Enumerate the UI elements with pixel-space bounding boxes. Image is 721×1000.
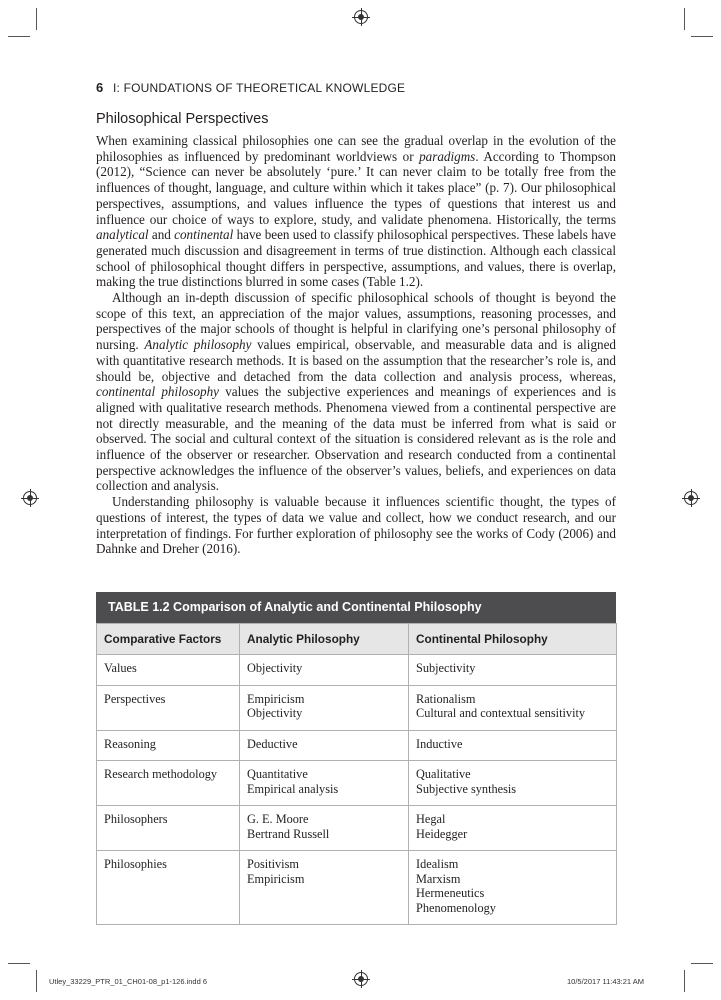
table-cell — [97, 761, 240, 806]
table-grid — [96, 623, 617, 925]
crop-mark-top-left-horizontal — [8, 36, 30, 37]
italic-term: continental philosophy — [96, 384, 219, 400]
table-cell — [97, 730, 240, 761]
table-cell — [240, 655, 409, 686]
italic-term: continental — [174, 227, 234, 243]
cell-line: Hermeneutics — [416, 886, 485, 900]
crop-mark-bottom-right-horizontal — [691, 963, 713, 964]
cell-line: Positivism — [247, 857, 299, 871]
table-cell — [240, 806, 409, 851]
table-title: TABLE 1.2 Comparison of Analytic and Continental Philosophy — [96, 592, 616, 623]
registration-mark-top-icon — [354, 10, 368, 24]
cell-line: Values — [104, 661, 137, 675]
cell-line: Objectivity — [247, 661, 303, 675]
table-cell — [97, 851, 240, 925]
cell-line: Qualitative — [416, 767, 471, 781]
table-body — [97, 655, 617, 925]
registration-mark-bottom-icon — [354, 972, 368, 986]
table-cell — [409, 806, 617, 851]
cell-line: Philosophers — [104, 812, 168, 826]
crop-mark-bottom-right-vertical — [684, 970, 685, 992]
cell-line: Deductive — [247, 736, 298, 751]
table-row — [97, 851, 617, 925]
paragraph — [96, 494, 616, 557]
crop-mark-bottom-left-vertical — [36, 970, 37, 992]
table-cell — [409, 685, 617, 730]
page-number: 6 — [96, 80, 104, 95]
table-cell — [240, 730, 409, 761]
cell-line: Empiricism — [247, 871, 305, 886]
cell-line: G. E. Moore — [247, 812, 309, 826]
crop-mark-top-right-horizontal — [691, 36, 713, 37]
cell-line: Subjective synthesis — [416, 781, 517, 796]
running-head — [96, 80, 405, 95]
text-run: values empirical, observable, and measurable data and is aligned with quantitative research methods. It is based on the assumption that the researcher’s role is, and should be, objective and detached from the data collection and analysis process, whereas, — [96, 337, 617, 384]
paragraph — [96, 133, 616, 290]
cell-line: Research methodology — [104, 767, 218, 781]
cell-line: Marxism — [416, 871, 461, 886]
table-row — [97, 806, 617, 851]
table-cell — [409, 761, 617, 806]
cell-line: Rationalism — [416, 691, 476, 706]
table-header-row — [97, 624, 617, 655]
cell-line: Inductive — [416, 736, 463, 751]
crop-mark-bottom-left-horizontal — [8, 963, 30, 964]
registration-mark-left-icon — [23, 491, 37, 505]
italic-term: analytical — [96, 227, 149, 243]
table-cell — [240, 761, 409, 806]
section-heading: Philosophical Perspectives — [96, 111, 269, 127]
table-cell — [97, 806, 240, 851]
table-row — [97, 685, 617, 730]
cell-line: Subjectivity — [416, 661, 476, 675]
text-run: have been used to classify philosophical perspectives. These labels have generated much discussion and disagreement in terms of true distinction. Although each classical school of philosophical thought differs in perspective, assumptions, and values, there is overlap, making the true distinctions blurred in some cases (Table 1.2). — [96, 227, 617, 290]
text-run: Although an in-depth discussion of specific philosophical schools of thought is beyond the scope of this text, an appreciation of the major values, assumptions, reasoning processes, and perspectives of the major schools of thought is helpful in clarifying one’s personal philosophy of nursing. — [96, 290, 616, 353]
cell-line: Quantitative — [247, 767, 308, 781]
cell-line: Reasoning — [104, 736, 156, 751]
text-run: values the subjective experiences and meanings of experiences and is aligned with qualitative research methods. Phenomena viewed from a continental perspective are not directly measurable, and the meaning of the data must be inferred from what is said or observed. The social and cultural context of the situation is considered relevant as is the role and influence of the observer or researcher. Observation and research conducted from a continental perspective acknowledges the influence of the observer’s values, beliefs, and experiences on data collection and analysis. — [96, 384, 617, 494]
cell-line: Hegal — [416, 812, 446, 826]
cell-line: Bertrand Russell — [247, 826, 330, 841]
paragraph — [96, 290, 616, 494]
text-run: and — [148, 227, 175, 243]
cell-line: Heidegger — [416, 826, 468, 841]
running-head-title: I: FOUNDATIONS OF THEORETICAL KNOWLEDGE — [112, 81, 406, 95]
table-cell — [97, 655, 240, 686]
crop-mark-top-left-vertical — [36, 8, 37, 30]
table-row — [97, 655, 617, 686]
cell-line: Empirical analysis — [247, 781, 339, 796]
text-run: When examining classical philosophies one can see the gradual overlap in the evolution of the philosophies as influenced by predominant worldviews or — [96, 133, 616, 164]
italic-term: paradigms — [419, 148, 476, 164]
cell-line: Phenomenology — [416, 900, 496, 915]
column-header: Continental Philosophy — [409, 624, 617, 655]
cell-line: Empiricism — [247, 691, 305, 706]
cell-line: Perspectives — [104, 691, 166, 706]
column-header: Analytic Philosophy — [240, 624, 409, 655]
table-cell — [240, 851, 409, 925]
registration-mark-right-icon — [684, 491, 698, 505]
cell-line: Objectivity — [247, 706, 303, 720]
cell-line: Idealism — [416, 857, 459, 871]
text-run: . According to Thompson (2012), “Science can never be absolutely ‘pure.’ It can never claim to be totally free from the influences of thought, language, and culture within which it takes place” (p. 7). Our philosophical perspectives, assumptions, and values influence the types of questions that interest us and influence our choice of ways to explore, study, and validate phenomena. Historically, the terms — [96, 148, 616, 227]
table-cell — [240, 685, 409, 730]
table-row — [97, 761, 617, 806]
cell-line: Philosophies — [104, 857, 167, 871]
table-cell — [97, 685, 240, 730]
table-cell — [409, 655, 617, 686]
table-row — [97, 730, 617, 761]
crop-mark-top-right-vertical — [684, 8, 685, 30]
text-run: Understanding philosophy is valuable because it influences scientific thought, the types of questions of interest, the types of data we value and collect, how we conduct research, and our interpretation of findings. For further exploration of philosophy see the works of Cody (2006) and Dahnke and Dreher (2016). — [96, 494, 616, 557]
italic-term: Analytic philosophy — [144, 337, 252, 353]
cell-line: Cultural and contextual sensitivity — [416, 706, 586, 720]
footer-timestamp: 10/5/2017 11:43:21 AM — [567, 977, 645, 986]
column-header: Comparative Factors — [97, 624, 240, 655]
comparison-table — [96, 592, 616, 925]
body-text — [96, 133, 616, 557]
table-cell — [409, 851, 617, 925]
footer-file-slug: Utley_33229_PTR_01_CH01-08_p1-126.indd 6 — [49, 977, 208, 986]
table-cell — [409, 730, 617, 761]
